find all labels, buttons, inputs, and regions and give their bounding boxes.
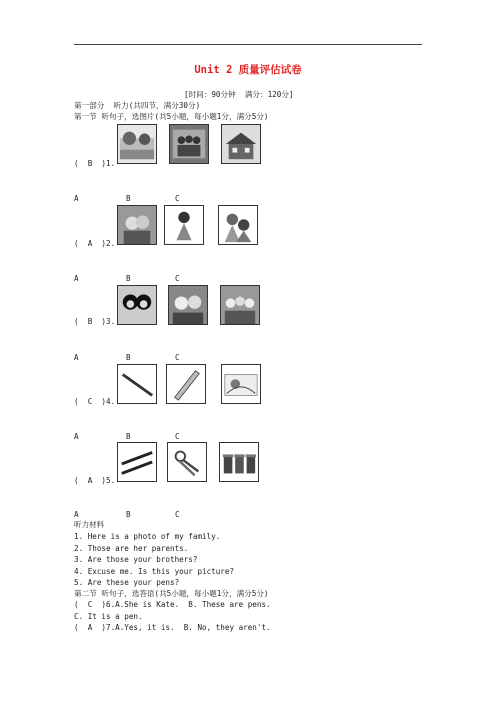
pen-image xyxy=(118,365,156,403)
lake-scene-image xyxy=(118,125,156,163)
q7-line: ( A )7.A.Yes, it is. B. No, they aren't. xyxy=(74,623,271,632)
q3-picture-c xyxy=(220,285,260,325)
q4-option-a: A xyxy=(74,432,79,441)
q4-picture-a xyxy=(117,364,157,404)
page-title: Unit 2 质量评估试卷 xyxy=(194,64,302,76)
q2-picture-c xyxy=(218,205,258,245)
pens-image xyxy=(118,443,156,481)
boys-photo-image xyxy=(169,286,207,324)
q6-line-2: C. It is a pen. xyxy=(74,612,143,621)
q2-option-a: A xyxy=(74,274,79,283)
part-one-heading: 第一部分 听力(共四节，满分30分) xyxy=(74,101,201,110)
q4-picture-c xyxy=(221,364,261,404)
q5-picture-a xyxy=(117,442,157,482)
q5-option-c: C xyxy=(175,510,180,519)
cups-image xyxy=(220,443,258,481)
children-photo-image xyxy=(221,286,259,324)
section-two-heading: 第二节 听句子，选答语(共5小题，每小题1分，满分5分) xyxy=(74,589,269,598)
q3-option-b: B xyxy=(126,353,131,362)
q4-picture-b xyxy=(166,364,206,404)
q4-option-b: B xyxy=(126,432,131,441)
script-heading: 听力材料 xyxy=(74,520,105,529)
q4-option-c: C xyxy=(175,432,180,441)
q5-option-a: A xyxy=(74,510,79,519)
q1-option-b: B xyxy=(126,194,131,203)
house-image xyxy=(222,125,260,163)
script-line-1: 1. Here is a photo of my family. xyxy=(74,532,221,541)
q5-picture-c xyxy=(219,442,259,482)
q2-option-b: B xyxy=(126,274,131,283)
q3-option-a: A xyxy=(74,353,79,362)
q1-picture-b xyxy=(169,124,209,164)
q5-answer: ( A )5. xyxy=(74,476,116,485)
q1-option-a: A xyxy=(74,194,79,203)
q3-answer: ( B )3. xyxy=(74,317,116,326)
q6-line-1: ( C )6.A.She is Kate. B. These are pens. xyxy=(74,600,271,609)
drawing-picture-image xyxy=(222,365,260,403)
q3-option-c: C xyxy=(175,353,180,362)
cartoon-kids-image xyxy=(219,206,257,244)
q3-picture-a xyxy=(117,285,157,325)
exam-meta: [时间：90分钟 满分：120分] xyxy=(184,90,294,99)
script-line-5: 5. Are these your pens? xyxy=(74,578,180,587)
family-photo-image xyxy=(170,125,208,163)
q4-answer: ( C )4. xyxy=(74,397,116,406)
script-line-2: 2. Those are her parents. xyxy=(74,544,189,553)
q2-picture-a xyxy=(117,205,157,245)
two-girls-image xyxy=(118,286,156,324)
q1-picture-a xyxy=(117,124,157,164)
q1-option-c: C xyxy=(175,194,180,203)
q1-picture-c xyxy=(221,124,261,164)
script-line-3: 3. Are those your brothers? xyxy=(74,555,198,564)
q2-picture-b xyxy=(164,205,204,245)
q3-picture-b xyxy=(168,285,208,325)
keys-image xyxy=(168,443,206,481)
q1-answer: ( B )1. xyxy=(74,159,116,168)
q2-option-c: C xyxy=(175,274,180,283)
section-one-heading: 第一节 听句子，选图片(共5小题，每小题1分，满分5分) xyxy=(74,112,269,121)
header-rule xyxy=(74,44,422,45)
q2-answer: ( A )2. xyxy=(74,239,116,248)
q5-option-b: B xyxy=(126,510,131,519)
couple-photo-image xyxy=(118,206,156,244)
ruler-image xyxy=(167,365,205,403)
girl-image xyxy=(165,206,203,244)
q5-picture-b xyxy=(167,442,207,482)
script-line-4: 4. Excuse me. Is this your picture? xyxy=(74,567,235,576)
